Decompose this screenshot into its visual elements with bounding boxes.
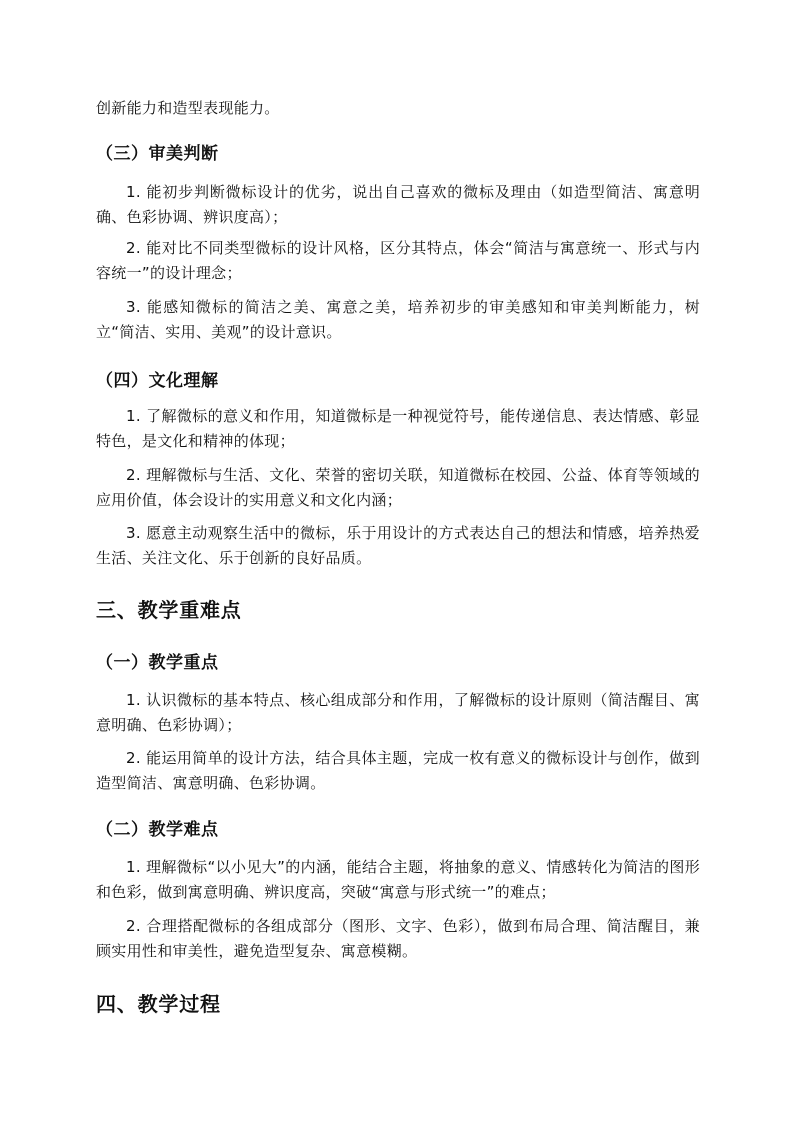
heading-teaching-difficulties: （二）教学难点 <box>96 820 219 840</box>
difficulty-item-1: 1. 理解微标“以小见大”的内涵，能结合主题，将抽象的意义、情感转化为简洁的图形和色彩，做到寓意明确、辨识度高，突破“寓意与形式统一”的难点； <box>96 858 700 901</box>
heading-part3-key-difficulties: 三、教学重难点 <box>96 598 242 622</box>
aesthetic-item-1: 1. 能初步判断微标设计的优劣，说出自己喜欢的微标及理由（如造型简洁、寓意明确、色彩协调、辨识度高）； <box>96 183 700 226</box>
culture-item-1: 1. 了解微标的意义和作用，知道微标是一种视觉符号，能传递信息、表达情感、彰显特色，是文化和精神的体现； <box>96 407 700 450</box>
heading-part4-teaching-process: 四、教学过程 <box>96 992 221 1016</box>
heading-aesthetic-judgment: （三）审美判断 <box>96 144 219 164</box>
key-point-item-1: 1. 认识微标的基本特点、核心组成部分和作用，了解微标的设计原则（简洁醒目、寓意明确、色彩协调）； <box>96 691 700 734</box>
culture-item-2: 2. 理解微标与生活、文化、荣誉的密切关联，知道微标在校园、公益、体育等领域的应用价值，体会设计的实用意义和文化内涵； <box>96 466 700 509</box>
difficulty-item-2: 2. 合理搭配微标的各组成部分（图形、文字、色彩），做到布局合理、简洁醒目，兼顾实用性和审美性，避免造型复杂、寓意模糊。 <box>96 917 700 960</box>
heading-cultural-understanding: （四）文化理解 <box>96 371 219 391</box>
heading-teaching-key-points: （一）教学重点 <box>96 653 219 673</box>
aesthetic-item-2: 2. 能对比不同类型微标的设计风格，区分其特点，体会“简洁与寓意统一、形式与内容统一”的设计理念； <box>96 239 700 282</box>
intro-line: 创新能力和造型表现能力。 <box>96 99 280 117</box>
culture-item-3: 3. 愿意主动观察生活中的微标，乐于用设计的方式表达自己的想法和情感，培养热爱生活、关注文化、乐于创新的良好品质。 <box>96 524 700 567</box>
aesthetic-item-3: 3. 能感知微标的简洁之美、寓意之美，培养初步的审美感知和审美判断能力，树立“简洁、实用、美观”的设计意识。 <box>96 298 700 341</box>
key-point-item-2: 2. 能运用简单的设计方法，结合具体主题，完成一枚有意义的微标设计与创作，做到造型简洁、寓意明确、色彩协调。 <box>96 749 700 792</box>
